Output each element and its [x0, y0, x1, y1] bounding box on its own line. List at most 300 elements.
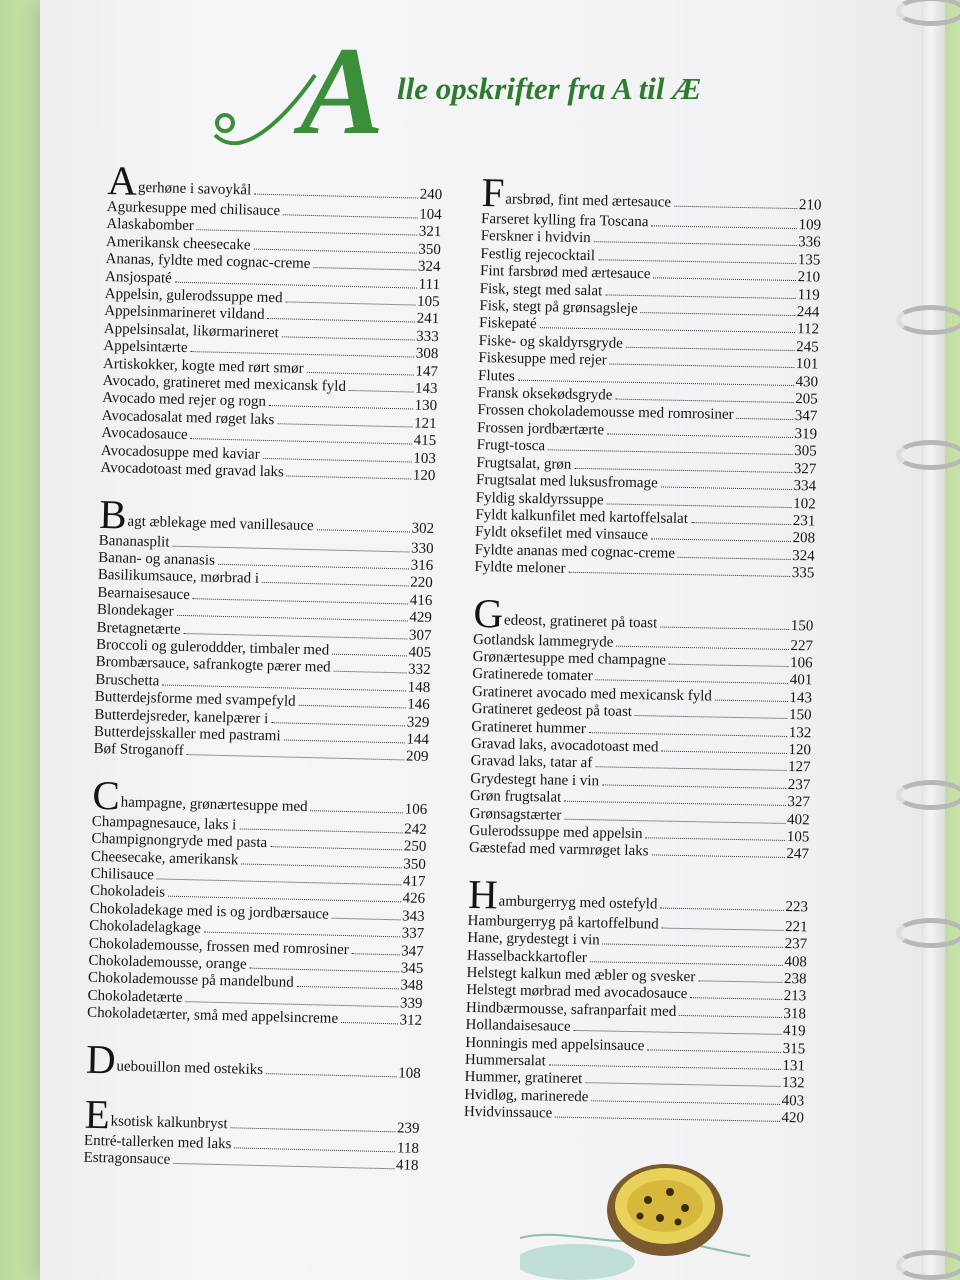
page-number: 312 [399, 1012, 423, 1030]
page-number: 420 [781, 1110, 805, 1127]
recipe-name: Chokoladekage med is og jordbærsauce [89, 900, 329, 923]
recipe-name: Gotlandsk lammegryde [472, 631, 614, 651]
recipe-name: Hummersalat [464, 1051, 546, 1070]
recipe-name: Chokoladeis [89, 883, 166, 902]
page-number: 327 [787, 794, 811, 811]
dot-leader [603, 944, 783, 948]
dot-leader [661, 751, 786, 754]
dot-leader [574, 468, 791, 473]
recipe-name: Fiskepaté [478, 315, 537, 333]
dot-leader [661, 487, 792, 491]
dot-leader [157, 878, 401, 885]
recipe-name: Frugtsalat, grøn [476, 454, 572, 473]
dot-leader [595, 767, 786, 772]
recipe-name: Avocadosalat med røget laks [101, 407, 275, 429]
recipe-name: Avocadosauce [101, 425, 188, 444]
index-column-left [83, 157, 443, 1193]
recipe-name: Fyldte meloner [474, 559, 566, 577]
page-number: 319 [794, 425, 818, 443]
recipe-name: Helstegt kalkun med æbler og svesker [466, 964, 696, 986]
recipe-name: Cheesecake, amerikansk [90, 848, 239, 868]
recipe-name: Fiskesuppe med rejer [478, 350, 607, 369]
recipe-name: Chokoladetærter, små med appelsincreme [86, 1004, 339, 1028]
dot-leader [564, 818, 785, 823]
recipe-name: Bananasplit [98, 532, 170, 551]
recipe-name: Festlig rejecocktail [480, 245, 596, 264]
recipe-name: Gratinerede tomater [472, 666, 593, 685]
dot-leader [573, 1030, 781, 1035]
recipe-name: Frugtsalat med luksusfromage [475, 472, 658, 492]
dot-leader [332, 918, 400, 921]
recipe-name: Agurkesuppe med chilisauce [106, 198, 281, 220]
page-number: 237 [784, 936, 808, 953]
page-number: 221 [784, 918, 808, 936]
dot-leader [594, 242, 796, 247]
page-number: 324 [792, 547, 815, 565]
section-letter: H [467, 870, 499, 918]
recipe-name: Hindbærmousse, safranparfait med [465, 999, 677, 1020]
page-number: 106 [404, 801, 428, 818]
index-entry [85, 1035, 422, 1085]
dot-leader [193, 598, 408, 604]
page-number: 227 [790, 637, 814, 654]
recipe-name: uebouillon med ostekiks [116, 1058, 264, 1078]
page-number: 240 [419, 186, 443, 204]
recipe-name: Amerikansk cheesecake [105, 233, 251, 254]
page-number: 415 [413, 432, 437, 450]
page-number: 302 [411, 520, 435, 537]
dot-leader [564, 801, 785, 806]
dot-leader [262, 582, 408, 587]
page-number: 220 [410, 574, 433, 592]
page-number: 120 [412, 467, 436, 485]
page-number: 339 [399, 995, 423, 1012]
page-number: 150 [788, 707, 812, 724]
recipe-name: Bruschetta [95, 671, 160, 690]
dot-leader [254, 194, 418, 199]
recipe-name: Hvidvinssauce [463, 1104, 553, 1122]
page-number: 350 [403, 856, 427, 873]
dot-leader [175, 281, 417, 288]
title-initial: A [300, 22, 385, 161]
recipe-name: Champignongryde med pasta [91, 830, 268, 852]
recipe-name: Artiskokker, kogte med rørt smør [102, 355, 304, 377]
dot-leader [172, 545, 409, 552]
recipe-name: agt æblekage med vanillesauce [127, 513, 314, 534]
dot-leader [263, 458, 412, 463]
dot-leader [653, 278, 795, 282]
dot-leader [285, 301, 415, 305]
page-number: 316 [410, 557, 434, 574]
recipe-name: Grøn frugtsalat [469, 788, 562, 806]
recipe-name: Farseret kylling fra Toscana [480, 210, 649, 231]
recipe-name: Appelsintærte [103, 338, 188, 357]
index-section-e [83, 1090, 420, 1175]
dot-leader [271, 722, 405, 726]
page-number: 213 [783, 988, 807, 1005]
recipe-name: arsbrød, fint med ærtesauce [505, 191, 672, 211]
passion-fruit-illustration [520, 1160, 750, 1280]
page-number: 148 [407, 679, 431, 696]
dot-leader [690, 998, 781, 1001]
recipe-name: Chokoladetærte [87, 987, 183, 1006]
page-number: 209 [405, 748, 429, 766]
dot-leader [715, 699, 788, 701]
page-number: 244 [796, 304, 820, 321]
page-number: 308 [415, 345, 439, 363]
recipe-name: Avocado med rejer og rogn [101, 390, 267, 411]
recipe-name: Chilisauce [90, 865, 155, 884]
dot-leader [306, 372, 413, 376]
page-number: 239 [396, 1120, 420, 1137]
recipe-name: Gratineret avocado med mexicansk fyld [471, 683, 713, 705]
index-section-f [474, 169, 822, 583]
page-number: 419 [782, 1023, 806, 1040]
dot-leader [283, 739, 404, 743]
dot-leader [277, 423, 412, 427]
dot-leader [191, 438, 412, 444]
dot-leader [596, 680, 788, 685]
page-number: 416 [409, 592, 433, 609]
dot-leader [598, 259, 796, 264]
dot-leader [540, 328, 796, 334]
dot-leader [698, 980, 782, 983]
recipe-name: Frugt-tosca [476, 437, 546, 455]
recipe-name: Broccoli og guleroddder, timbaler med [95, 636, 330, 659]
recipe-name: Chokolademousse, frossen med romrosiner [88, 935, 349, 958]
page-number: 247 [786, 846, 810, 863]
section-letter: E [84, 1090, 111, 1137]
page-number: 144 [406, 731, 430, 748]
page-number: 347 [401, 943, 424, 960]
recipe-name: Fyldt oksefilet med vinsauce [474, 524, 649, 544]
page-number: 321 [418, 224, 442, 241]
recipe-name: Fransk oksekødsgryde [477, 385, 613, 404]
recipe-name: Fiske- og skaldyrsgryde [478, 332, 624, 352]
dot-leader [177, 615, 408, 622]
page-number: 108 [398, 1065, 421, 1082]
dot-leader [737, 418, 793, 420]
binder-ring [896, 305, 960, 335]
dot-leader [669, 664, 788, 667]
title-text: lle opskrifter fra A til Æ [397, 71, 702, 106]
dot-leader [678, 557, 790, 560]
page-number: 121 [413, 415, 437, 432]
page-number: 106 [789, 654, 813, 672]
dot-leader [660, 907, 783, 910]
recipe-name: Hvidløg, marinerede [464, 1086, 589, 1106]
recipe-name: Grydestegt hane i vin [470, 770, 600, 790]
page-number: 332 [407, 661, 431, 679]
page-number: 208 [792, 530, 816, 547]
page-number: 329 [406, 714, 430, 731]
recipe-name: Appelsinmarineret vildand [104, 303, 265, 324]
dot-leader [589, 732, 787, 737]
dot-leader [610, 364, 794, 369]
recipe-name: Appelsin, gulerodssuppe med [104, 285, 283, 307]
recipe-name: Honningis med appelsinsauce [465, 1034, 645, 1054]
dot-leader [282, 336, 415, 340]
page-number: 112 [796, 321, 820, 338]
recipe-name: Gravad laks, tatar af [470, 753, 593, 772]
dot-leader [287, 476, 411, 480]
recipe-name: Bøf Stroganoff [93, 741, 184, 760]
recipe-name: Frossen chokolademousse med romrosiner [477, 402, 734, 424]
index-section-h [463, 870, 809, 1128]
page-number: 318 [783, 1005, 807, 1023]
section-letter: G [473, 589, 504, 637]
dot-leader [298, 705, 405, 709]
page-number: 345 [400, 960, 424, 977]
dot-leader [333, 671, 406, 674]
dot-leader [518, 379, 794, 385]
recipe-name: Chokolademousse, orange [88, 952, 247, 973]
page-number: 150 [790, 617, 814, 634]
recipe-name: ksotisk kalkunbryst [110, 1113, 228, 1132]
dot-leader [674, 206, 797, 209]
page-number: 120 [788, 741, 812, 759]
page-number: 250 [403, 838, 427, 856]
page-number: 315 [782, 1040, 806, 1058]
dot-leader [651, 539, 791, 543]
recipe-name: Fisk, stegt på grønsagsleje [479, 298, 638, 318]
index-section-c [86, 771, 428, 1031]
dot-leader [660, 626, 789, 629]
dot-leader [662, 927, 783, 930]
page-number: 103 [413, 450, 436, 467]
recipe-name: Entré-tallerken med laks [83, 1132, 232, 1152]
dot-leader [349, 390, 413, 393]
page-number: 330 [410, 540, 434, 557]
recipe-name: Bearnaisesauce [97, 584, 191, 603]
page-number: 105 [416, 293, 440, 311]
page-number: 350 [418, 241, 442, 258]
page-number: 408 [784, 953, 808, 971]
recipe-name: Frossen jordbærtærte [476, 419, 605, 439]
dot-leader [590, 961, 783, 966]
binder-ring [896, 1250, 960, 1280]
dot-leader [607, 503, 792, 508]
page-number: 242 [404, 821, 427, 838]
recipe-name: Chokolademousse på mandelbund [87, 970, 294, 992]
page-number: 143 [414, 380, 438, 398]
dot-leader [691, 522, 791, 525]
dot-leader [635, 715, 787, 719]
dot-leader [616, 645, 788, 649]
page-number: 101 [795, 356, 819, 373]
dot-leader [270, 846, 402, 850]
dot-leader [241, 863, 401, 868]
recipe-name: Fyldt kalkunfilet med kartoffelsalat [475, 506, 689, 527]
recipe-name: Chokoladelagkage [89, 917, 202, 937]
page-number: 426 [402, 890, 426, 908]
section-letter: A [106, 157, 138, 204]
page-number: 327 [793, 460, 817, 478]
page-number: 111 [418, 276, 441, 293]
recipe-name: Fisk, stegt med salat [479, 280, 603, 299]
page-number: 307 [408, 627, 432, 644]
dot-leader [626, 347, 794, 351]
page-number: 403 [781, 1092, 805, 1110]
dot-leader [605, 294, 796, 299]
page-number: 132 [781, 1075, 805, 1092]
page-number: 401 [789, 672, 813, 689]
page-number: 347 [794, 408, 818, 425]
page-number: 223 [785, 898, 809, 916]
recipe-name: Ananas, fyldte med cognac-creme [105, 251, 311, 273]
recipe-name: Gratineret gedeost på toast [471, 701, 633, 721]
recipe-name: Fyldte ananas med cognac-creme [474, 541, 676, 562]
index-section-d [85, 1035, 422, 1085]
recipe-name: Champagnesauce, laks i [91, 813, 237, 834]
recipe-name: Basilikumsauce, mørbrad i [97, 567, 260, 588]
page-number: 105 [786, 828, 810, 846]
page-number: 305 [794, 443, 817, 460]
page-number: 109 [798, 217, 822, 234]
recipe-name: Gravad laks, avocadotoast med [470, 735, 659, 756]
recipe-name: Hane, grydestegt i vin [467, 930, 600, 949]
page-number: 418 [395, 1157, 419, 1174]
page-number: 102 [793, 495, 816, 512]
dot-leader [168, 896, 400, 903]
page-number: 348 [400, 977, 424, 995]
section-letter: C [91, 771, 121, 819]
index-section-a [100, 157, 443, 486]
dot-leader [185, 1001, 397, 1007]
recipe-name: Brombærsauce, safrankogte pærer med [95, 654, 331, 676]
dot-leader [173, 1163, 394, 1169]
page-number: 237 [787, 776, 811, 794]
page-number: 241 [416, 311, 440, 328]
page-number: 238 [783, 970, 807, 988]
page-title [205, 22, 745, 161]
dot-leader [352, 953, 400, 955]
recipe-name: Alaskabomber [106, 216, 195, 235]
page-number: 146 [407, 696, 430, 714]
binder-ring [896, 918, 960, 948]
binder-ring [896, 780, 960, 810]
page-number: 405 [408, 644, 432, 661]
recipe-name: Hamburgerryg på kartoffelbund [467, 912, 659, 933]
recipe-name: Avocado, gratineret med mexicansk fyld [102, 372, 347, 395]
page-number: 130 [414, 398, 438, 415]
recipe-name: Fint farsbrød med ærtesauce [479, 263, 651, 283]
recipe-name: edeost, gratineret på toast [503, 612, 658, 631]
recipe-name: Helstegt mørbrad med avocadosauce [466, 982, 688, 1003]
recipe-name: Grønærtesuppe med champagne [472, 648, 667, 669]
dot-leader [341, 1022, 398, 1024]
dot-leader [197, 230, 417, 236]
binder-edge [921, 0, 945, 1280]
dot-leader [250, 968, 399, 973]
dot-leader [679, 1015, 781, 1018]
dot-leader [615, 399, 793, 403]
page-number: 334 [793, 478, 817, 495]
recipe-name: Grønsagstærter [469, 805, 562, 824]
recipe-name: gerhøne i savoykål [137, 179, 252, 199]
dot-leader [311, 810, 403, 813]
index-column-right [463, 169, 822, 1146]
section-letter: D [85, 1035, 117, 1083]
page-number: 131 [782, 1057, 806, 1075]
dot-leader [555, 1117, 779, 1122]
recipe-name: Banan- og ananasis [98, 549, 216, 569]
dot-leader [569, 572, 790, 577]
page-number: 417 [402, 873, 426, 890]
dot-leader [585, 1083, 780, 1088]
recipe-name: Bretagnetærte [96, 619, 181, 638]
dot-leader [549, 1065, 781, 1070]
recipe-name: Avocadotoast med gravad laks [100, 460, 285, 481]
recipe-name: Appelsinsalat, likørmarineret [103, 320, 279, 342]
dot-leader [190, 351, 413, 357]
dot-leader [607, 433, 792, 438]
page-number: 337 [401, 925, 425, 943]
recipe-name: Gulerodssuppe med appelsin [469, 822, 643, 843]
recipe-name: Gratineret hummer [471, 718, 587, 737]
page-number: 333 [416, 328, 439, 345]
page-number: 429 [409, 609, 433, 627]
dot-leader [269, 405, 413, 410]
recipe-name: Butterdejsforme med svampefyld [94, 688, 296, 710]
page-number: 119 [797, 286, 820, 304]
dot-leader [297, 986, 399, 989]
dot-leader [651, 855, 784, 859]
dot-leader [239, 828, 402, 833]
recipe-name: Ferskner i hvidvin [480, 228, 591, 247]
recipe-name: Hollandaisesauce [465, 1017, 571, 1036]
dot-leader [231, 1127, 395, 1132]
recipe-name: Flutes [477, 367, 515, 385]
dot-leader [218, 564, 409, 570]
page-number: 147 [415, 363, 439, 380]
recipe-name: Butterdejsreder, kanelpærer i [94, 706, 269, 727]
recipe-name: Blondekager [96, 601, 174, 620]
dot-leader [162, 684, 405, 691]
page-number: 210 [797, 269, 821, 286]
dot-leader [602, 784, 786, 789]
dot-leader [204, 932, 400, 938]
dot-leader [234, 1147, 395, 1152]
recipe-name: Hummer, gratineret [464, 1069, 583, 1088]
page-number: 118 [396, 1140, 420, 1157]
dot-leader [266, 1073, 396, 1077]
section-letter: F [481, 169, 505, 216]
recipe-name: Ansjospaté [104, 268, 172, 287]
recipe-name: Avocadosuppe med kaviar [100, 442, 260, 463]
recipe-name: Butterdejsskaller med pastrami [93, 723, 281, 745]
dot-leader [647, 1049, 780, 1053]
index-section-b [93, 490, 435, 766]
dot-leader [548, 450, 792, 456]
recipe-name: amburgerryg med ostefyld [498, 893, 658, 913]
dot-leader [187, 754, 404, 760]
page-number: 132 [788, 724, 812, 741]
page-number: 205 [795, 391, 818, 408]
page-number: 135 [797, 251, 821, 269]
page-number: 231 [792, 512, 816, 530]
dot-leader [283, 214, 417, 218]
recipe-name: Gæstefad med varmrøget laks [468, 840, 649, 860]
dot-leader [651, 225, 796, 229]
dot-leader [313, 267, 416, 271]
dot-leader [332, 654, 406, 657]
dot-leader [591, 1100, 779, 1105]
page-number: 104 [419, 206, 442, 224]
page-number: 210 [798, 197, 822, 214]
recipe-name: Hasselbackkartofler [466, 947, 588, 966]
dot-leader [641, 312, 795, 316]
